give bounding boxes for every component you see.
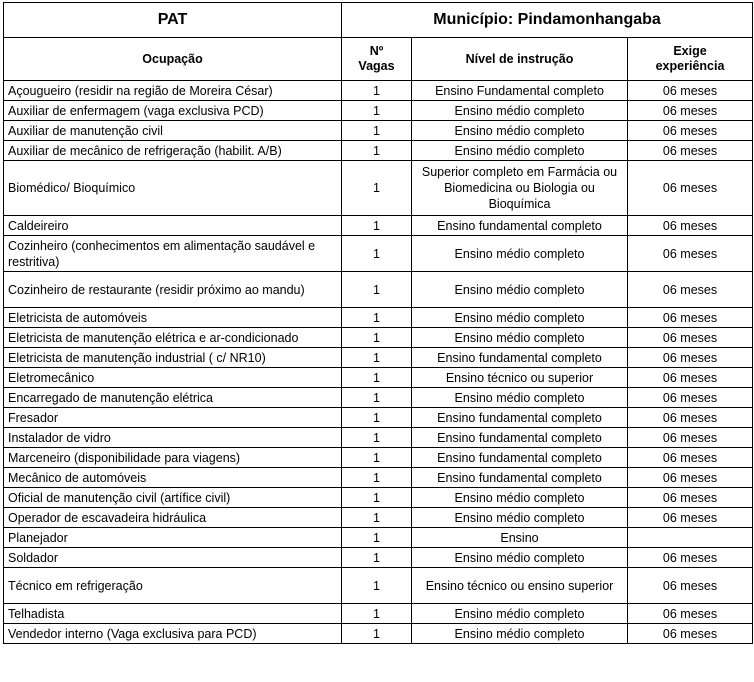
cell-experiencia: 06 meses [628,368,753,388]
cell-vagas: 1 [342,272,412,308]
cell-experiencia: 06 meses [628,408,753,428]
cell-nivel: Ensino fundamental completo [412,448,628,468]
cell-ocupacao: Caldeireiro [4,216,342,236]
cell-experiencia: 06 meses [628,216,753,236]
cell-ocupacao: Fresador [4,408,342,428]
cell-experiencia: 06 meses [628,508,753,528]
cell-nivel: Ensino fundamental completo [412,428,628,448]
cell-vagas: 1 [342,216,412,236]
table-row [4,272,753,308]
cell-experiencia: 06 meses [628,624,753,644]
table-row [4,388,753,408]
cell-nivel: Ensino fundamental completo [412,348,628,368]
cell-vagas: 1 [342,604,412,624]
cell-vagas: 1 [342,408,412,428]
cell-nivel: Ensino médio completo [412,236,628,272]
cell-experiencia: 06 meses [628,308,753,328]
cell-vagas: 1 [342,308,412,328]
table-row [4,308,753,328]
column-header-row [4,38,753,81]
cell-experiencia: 06 meses [628,141,753,161]
cell-ocupacao: Encarregado de manutenção elétrica [4,388,342,408]
cell-ocupacao: Cozinheiro (conhecimentos em alimentação saudável e restritiva) [4,236,342,272]
cell-experiencia: 06 meses [628,388,753,408]
cell-experiencia: 06 meses [628,272,753,308]
cell-nivel: Ensino fundamental completo [412,408,628,428]
cell-ocupacao: Auxiliar de mecânico de refrigeração (habilit. A/B) [4,141,342,161]
cell-experiencia: 06 meses [628,328,753,348]
column-header-ocupacao: Ocupação [4,38,342,81]
cell-experiencia: 06 meses [628,161,753,216]
cell-experiencia: 06 meses [628,236,753,272]
cell-vagas: 1 [342,388,412,408]
cell-ocupacao: Instalador de vidro [4,428,342,448]
cell-vagas: 1 [342,101,412,121]
cell-experiencia: 06 meses [628,428,753,448]
cell-nivel: Ensino técnico ou ensino superior [412,568,628,604]
table-row [4,508,753,528]
cell-ocupacao: Oficial de manutenção civil (artífice civil) [4,488,342,508]
column-header-experiencia-line1: Exige [673,44,707,58]
cell-experiencia: 06 meses [628,101,753,121]
table-row [4,368,753,388]
column-header-experiencia-line2: experiência [655,59,725,73]
column-header-vagas-line1: Nº [369,44,384,58]
table-row [4,348,753,368]
table-row [4,408,753,428]
cell-vagas: 1 [342,161,412,216]
cell-experiencia: 06 meses [628,348,753,368]
cell-ocupacao: Vendedor interno (Vaga exclusiva para PCD) [4,624,342,644]
table-row [4,448,753,468]
cell-nivel: Ensino médio completo [412,624,628,644]
cell-vagas: 1 [342,328,412,348]
cell-vagas: 1 [342,548,412,568]
cell-nivel: Ensino Fundamental completo [412,81,628,101]
cell-nivel: Ensino médio completo [412,121,628,141]
table-row [4,568,753,604]
cell-nivel: Ensino médio completo [412,328,628,348]
cell-vagas: 1 [342,368,412,388]
table-row [4,604,753,624]
cell-nivel: Ensino médio completo [412,101,628,121]
cell-experiencia [628,528,753,548]
cell-vagas: 1 [342,81,412,101]
cell-nivel: Ensino médio completo [412,388,628,408]
column-header-nivel: Nível de instrução [412,38,628,81]
cell-nivel: Ensino fundamental completo [412,468,628,488]
cell-nivel: Ensino médio completo [412,508,628,528]
cell-experiencia: 06 meses [628,568,753,604]
cell-vagas: 1 [342,468,412,488]
cell-ocupacao: Eletricista de manutenção industrial ( c/ NR10) [4,348,342,368]
job-openings-table [3,2,753,644]
cell-experiencia: 06 meses [628,468,753,488]
table-row [4,81,753,101]
cell-experiencia: 06 meses [628,121,753,141]
table-row [4,161,753,216]
table-title-row [4,3,753,38]
cell-ocupacao: Marceneiro (disponibilidade para viagens) [4,448,342,468]
cell-nivel: Superior completo em Farmácia ou Biomedicina ou Biologia ou Bioquímica [412,161,628,216]
cell-ocupacao: Eletricista de automóveis [4,308,342,328]
cell-nivel: Ensino fundamental completo [412,216,628,236]
cell-ocupacao: Auxiliar de manutenção civil [4,121,342,141]
cell-vagas: 1 [342,624,412,644]
cell-nivel: Ensino [412,528,628,548]
cell-vagas: 1 [342,448,412,468]
cell-vagas: 1 [342,508,412,528]
table-row [4,488,753,508]
cell-vagas: 1 [342,428,412,448]
table-row [4,121,753,141]
table-row [4,428,753,448]
cell-experiencia: 06 meses [628,448,753,468]
cell-nivel: Ensino médio completo [412,308,628,328]
cell-nivel: Ensino médio completo [412,488,628,508]
cell-ocupacao: Operador de escavadeira hidráulica [4,508,342,528]
table-row [4,141,753,161]
column-header-vagas [342,38,412,81]
table-row [4,468,753,488]
cell-experiencia: 06 meses [628,81,753,101]
cell-experiencia: 06 meses [628,488,753,508]
table-row [4,328,753,348]
cell-vagas: 1 [342,141,412,161]
cell-nivel: Ensino médio completo [412,604,628,624]
column-header-experiencia [628,38,753,81]
cell-ocupacao: Mecânico de automóveis [4,468,342,488]
cell-ocupacao: Açougueiro (residir na região de Moreira César) [4,81,342,101]
table-row [4,236,753,272]
cell-ocupacao: Cozinheiro de restaurante (residir próximo ao mandu) [4,272,342,308]
cell-ocupacao: Eletricista de manutenção elétrica e ar-condicionado [4,328,342,348]
cell-ocupacao: Soldador [4,548,342,568]
cell-vagas: 1 [342,348,412,368]
cell-vagas: 1 [342,236,412,272]
cell-ocupacao: Auxiliar de enfermagem (vaga exclusiva PCD) [4,101,342,121]
cell-nivel: Ensino médio completo [412,141,628,161]
cell-ocupacao: Técnico em refrigeração [4,568,342,604]
municipality-title: Município: Pindamonhangaba [342,3,753,38]
table-row [4,216,753,236]
cell-vagas: 1 [342,488,412,508]
cell-ocupacao: Biomédico/ Bioquímico [4,161,342,216]
column-header-vagas-line2: Vagas [358,59,395,73]
cell-ocupacao: Planejador [4,528,342,548]
cell-nivel: Ensino médio completo [412,272,628,308]
program-title: PAT [4,3,342,38]
table-row [4,548,753,568]
cell-experiencia: 06 meses [628,548,753,568]
cell-vagas: 1 [342,121,412,141]
cell-ocupacao: Telhadista [4,604,342,624]
cell-nivel: Ensino médio completo [412,548,628,568]
table-row [4,528,753,548]
table-row [4,624,753,644]
table-row [4,101,753,121]
cell-ocupacao: Eletromecânico [4,368,342,388]
cell-vagas: 1 [342,528,412,548]
cell-vagas: 1 [342,568,412,604]
cell-experiencia: 06 meses [628,604,753,624]
cell-nivel: Ensino técnico ou superior [412,368,628,388]
